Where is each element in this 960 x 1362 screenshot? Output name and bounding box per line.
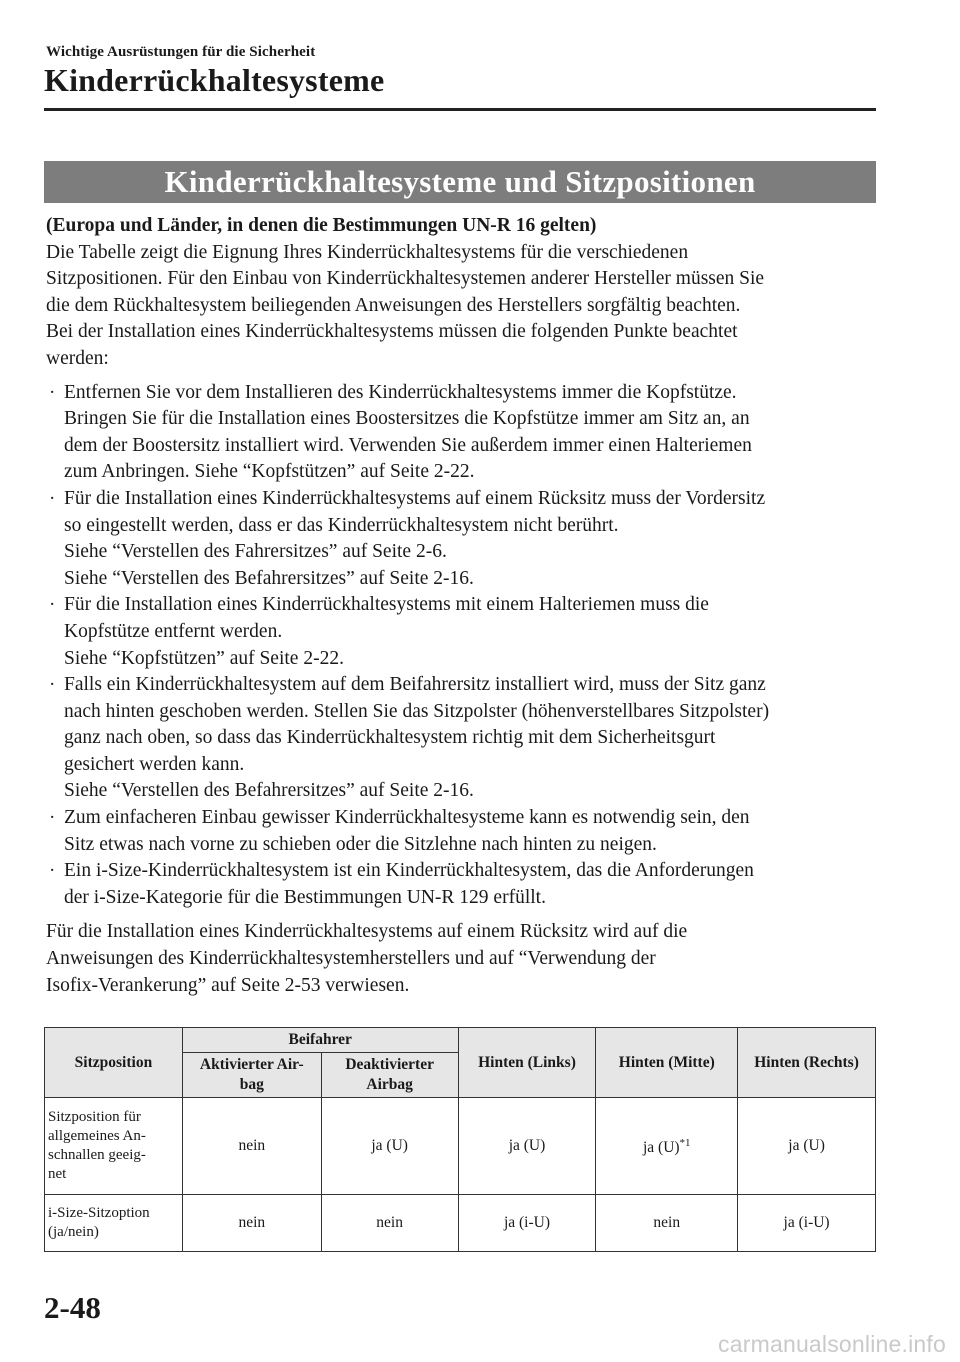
bullet-icon: · [49,674,56,696]
header-cell-seat-position: Sitzposition [45,1028,183,1098]
list-item-line: Siehe “Verstellen des Befahrersitzes” auf Seite 2-16. [64,567,474,589]
list-item [46,858,882,911]
table-cell: nein [182,1195,321,1252]
table-cell: ja (U) [738,1098,876,1195]
bullet-icon: · [49,594,56,616]
list-item-line: Siehe “Kopfstützen” auf Seite 2-22. [64,647,344,669]
section-kicker: Wichtige Ausrüstungen für die Sicherheit [46,44,316,60]
section-banner: Kinderrückhaltesysteme und Sitzpositionen [44,161,876,203]
header-cell-rear-middle: Hinten (Mitte) [596,1028,738,1098]
header-cell-airbag-deactivated [321,1053,458,1098]
list-item-line: ganz nach oben, so dass das Kinderrückhaltesystem richtig mit dem Sicherheitsgurt [64,727,716,749]
table-cell: nein [596,1195,738,1252]
list-item [46,805,882,858]
header-cell-rear-left: Hinten (Links) [458,1028,596,1098]
body-text [46,213,882,999]
list-item [46,486,882,592]
instruction-list [46,380,882,912]
list-item-line: Kopfstütze entfernt werden. [64,620,283,642]
list-item-line: nach hinten geschoben werden. Stellen Sie das Sitzpolster (höhenverstellbares Sitzpolster) [64,700,770,722]
list-item [46,672,882,805]
row-label-line: schnallen geeig- [48,1147,146,1163]
intro-line: Bei der Installation eines Kinderrückhaltesystems müssen die folgenden Punkte beachtet [46,321,738,343]
page-title: Kinderrückhaltesysteme [44,62,385,98]
row-label [45,1195,183,1252]
row-label-line: (ja/nein) [48,1224,99,1240]
list-item-line: Siehe “Verstellen des Befahrersitzes” auf Seite 2-16. [64,780,474,802]
list-item [46,380,882,486]
list-item-line: Für die Installation eines Kinderrückhaltesystems auf einem Rücksitz muss der Vordersitz [64,487,766,509]
list-item-line: Ein i-Size-Kinderrückhaltesystem ist ein Kinderrückhaltesystem, das die Anforderungen [64,860,754,882]
watermark: carmanualsonline.info [718,1331,946,1357]
list-item-line: zum Anbringen. Siehe “Kopfstützen” auf Seite 2-22. [64,461,475,483]
table-row [45,1195,876,1252]
header-divider [44,108,876,111]
list-item-line: so eingestellt werden, dass er das Kinderrückhaltesystem nicht berührt. [64,514,619,536]
list-item-line: Entfernen Sie vor dem Installieren des Kinderrückhaltesystems immer die Kopfstütze. [64,381,737,403]
list-item-line: Zum einfacheren Einbau gewisser Kinderrückhaltesysteme kann es notwendig sein, den [64,807,750,829]
page-number: 2-48 [44,1290,101,1325]
row-label-line: allgemeines An- [48,1128,146,1144]
bullet-icon: · [49,381,56,403]
list-item-line: dem der Boostersitz installiert wird. Verwenden Sie außerdem immer einen Halteriemen [64,434,752,456]
header-line: Airbag [366,1076,413,1093]
table-cell: ja (U) [458,1098,596,1195]
bullet-icon: · [49,807,56,829]
table-cell: ja (i-U) [458,1195,596,1252]
list-item-line: Bringen Sie für die Installation eines Boostersitzes die Kopfstütze immer am Sitz an, an [64,408,750,430]
cell-value: ja (U) [642,1139,680,1157]
row-label-line: net [48,1166,67,1182]
intro-line: Die Tabelle zeigt die Eignung Ihres Kinderrückhaltesystems für die verschiedenen [46,241,689,263]
list-item-line: Falls ein Kinderrückhaltesystem auf dem Beifahrersitz installiert wird, muss der Sitz ganz [64,674,766,696]
closing-line: Für die Installation eines Kinderrückhaltesystems auf einem Rücksitz wird auf die [46,921,688,943]
table-cell: nein [321,1195,458,1252]
header-line: bag [239,1076,264,1093]
header-cell-airbag-activated [182,1053,321,1098]
intro-paragraph [46,240,882,373]
list-item-line: Sitz etwas nach vorne zu schieben oder die Sitzlehne nach hinten zu neigen. [64,833,657,855]
intro-line: die dem Rückhaltesystem beiliegenden Anweisungen des Herstellers sorgfältig beachten. [46,294,741,316]
table-cell [596,1098,738,1195]
header-line: Aktivierter Air- [199,1056,304,1073]
row-label-line: i-Size-Sitzoption [48,1205,150,1221]
table-row [45,1098,876,1195]
header-cell-rear-right: Hinten (Rechts) [738,1028,876,1098]
row-label-line: Sitzposition für [48,1109,141,1125]
bullet-icon: · [49,487,56,509]
list-item [46,592,882,672]
list-item-line: der i-Size-Kategorie für die Bestimmungen UN-R 129 erfüllt. [64,886,546,908]
closing-line: Anweisungen des Kinderrückhaltesystemherstellers und auf “Verwendung der [46,948,656,970]
list-item-line: Siehe “Verstellen des Fahrersitzes” auf Seite 2-6. [64,541,447,563]
table-cell: ja (U) [321,1098,458,1195]
list-item-line: Für die Installation eines Kinderrückhaltesystems mit einem Halteriemen muss die [64,594,709,616]
list-item-line: gesichert werden kann. [64,753,245,775]
row-label [45,1098,183,1195]
table-cell: nein [182,1098,321,1195]
intro-line: Sitzpositionen. Für den Einbau von Kinderrückhaltesystemen anderer Hersteller müssen Sie [46,268,765,290]
closing-paragraph [46,919,882,999]
header-cell-passenger: Beifahrer [182,1028,458,1053]
closing-line: Isofix-Verankerung” auf Seite 2-53 verwiesen. [46,974,410,996]
seat-position-table [44,1027,876,1252]
region-subheading: (Europa und Länder, in denen die Bestimmungen UN-R 16 gelten) [46,215,597,236]
header-line: Deaktivierter [345,1056,434,1073]
bullet-icon: · [49,860,56,882]
table-cell: ja (i-U) [738,1195,876,1252]
footnote-marker: *1 [679,1137,691,1150]
intro-line: werden: [46,347,109,369]
